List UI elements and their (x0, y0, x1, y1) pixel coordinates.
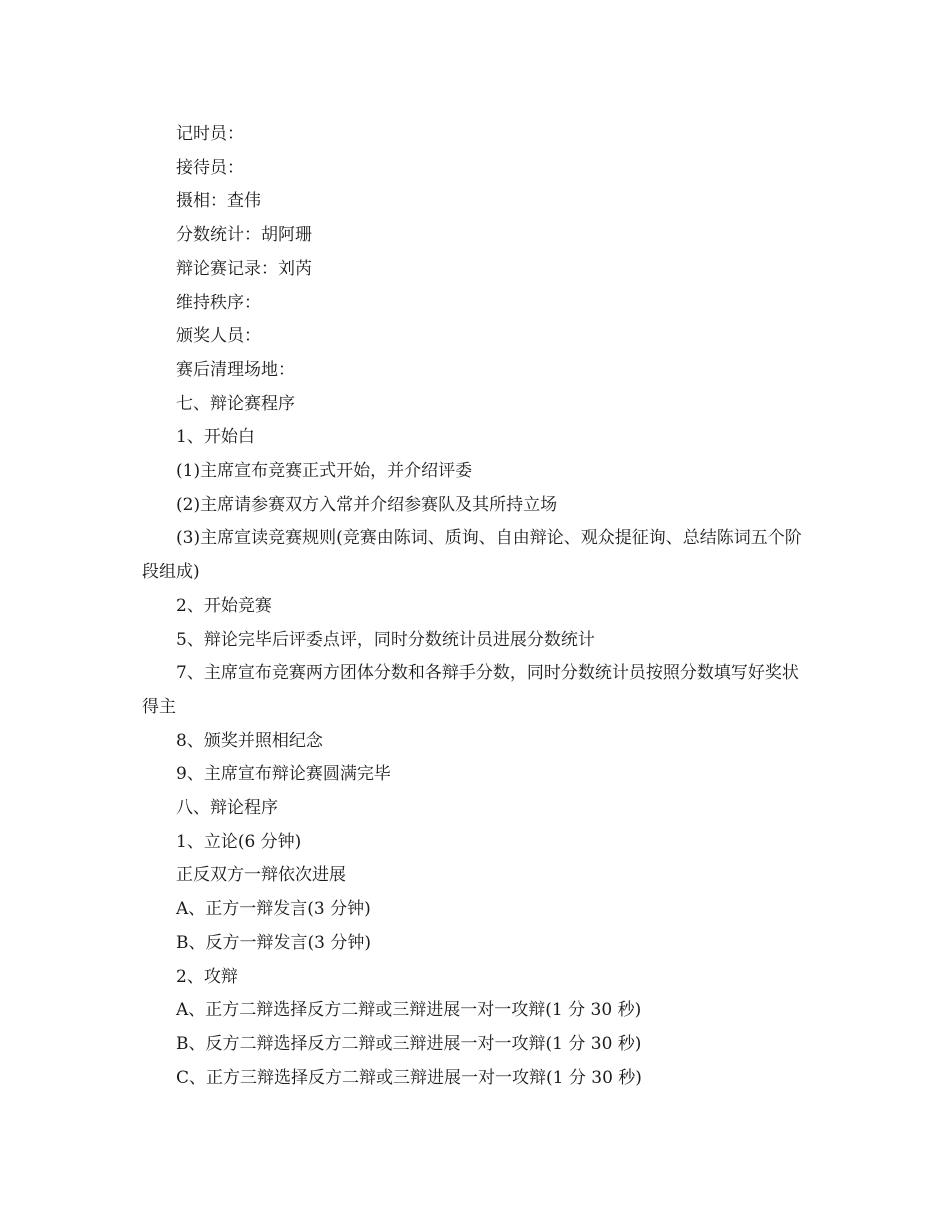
paragraph-order-keeping: 维持秩序： (176, 292, 261, 313)
paragraph-announce-scores: 7、主席宣布竞赛两方团体分数和各辩手分数，同时分数统计员按照分数填写好奖状得主 (142, 663, 799, 717)
paragraph-awards: 8、颁奖并照相纪念 (176, 730, 323, 751)
paragraph-timekeeper: 记时员： (176, 124, 244, 144)
section-heading-debate-procedure: 七、辩论赛程序 (176, 393, 295, 414)
paragraph-item-1: (1)主席宣布竞赛正式开始，并介绍评委 (176, 461, 473, 482)
document-body (142, 118, 814, 1095)
paragraph-start-competition: 2、开始竞赛 (176, 595, 272, 616)
paragraph-negative-first: B、反方一辩发言(3 分钟) (176, 932, 371, 953)
paragraph-closing: 9、主席宣布辩论赛圆满完毕 (176, 764, 391, 785)
paragraph-cross-exam: 2、攻辩 (176, 966, 238, 987)
paragraph-receptionist: 接待员： (176, 157, 244, 178)
paragraph-item-2: (2)主席请参赛双方入常并介绍参赛队及其所持立场 (176, 494, 558, 515)
paragraph-cross-exam-a: A、正方二辩选择反方二辩或三辩进展一对一攻辩(1 分 30 秒) (176, 1000, 642, 1021)
section-heading-argument-procedure: 八、辩论程序 (176, 798, 278, 819)
paragraph-debate-record: 辩论赛记录：刘芮 (176, 258, 312, 279)
paragraph-score-stats: 分数统计：胡阿珊 (176, 225, 312, 246)
paragraph-award-staff: 颁奖人员： (176, 326, 261, 347)
paragraph-first-speakers: 正反双方一辩依次进展 (176, 865, 346, 886)
paragraph-affirmative-first: A、正方一辩发言(3 分钟) (176, 899, 371, 920)
paragraph-constructive: 1、立论(6 分钟) (176, 831, 302, 852)
paragraph-item-3: (3)主席宣读竞赛规则(竞赛由陈词、质询、自由辩论、观众提征询、总结陈词五个阶段组成) (142, 528, 802, 583)
paragraph-judges-comment: 5、辩论完毕后评委点评，同时分数统计员进展分数统计 (176, 629, 595, 650)
paragraph-cross-exam-b: B、反方二辩选择反方二辩或三辩进展一对一攻辩(1 分 30 秒) (176, 1033, 642, 1054)
paragraph-opening: 1、开始白 (176, 427, 255, 448)
paragraph-camera: 摄相：查伟 (176, 191, 261, 212)
paragraph-cleanup: 赛后清理场地： (176, 359, 295, 380)
paragraph-cross-exam-c: C、正方三辩选择反方二辩或三辩进展一对一攻辩(1 分 30 秒) (176, 1067, 642, 1088)
